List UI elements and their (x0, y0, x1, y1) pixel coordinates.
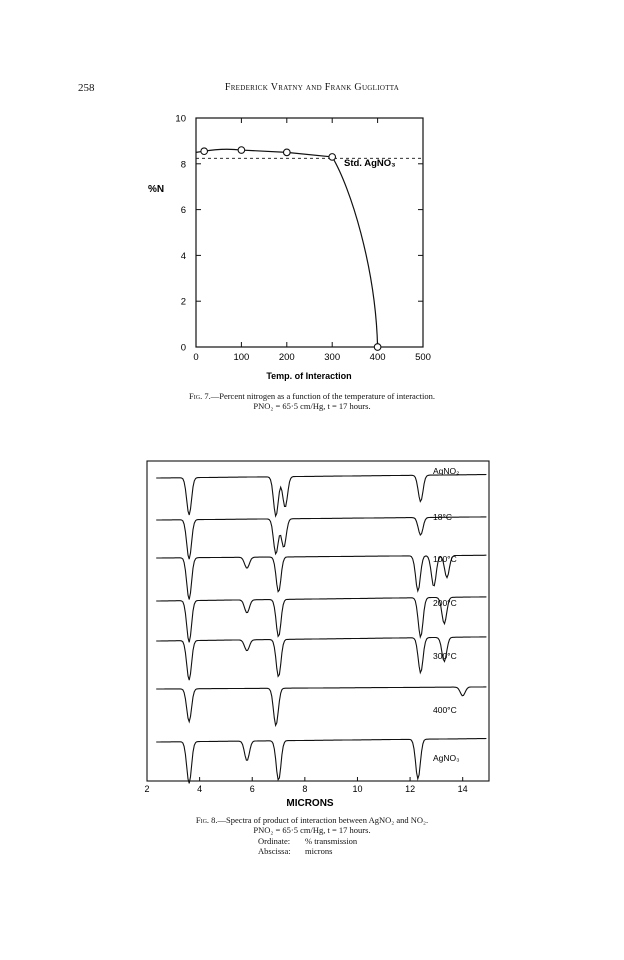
figure-8-frame (147, 461, 489, 781)
figure-8-abscissa-value: microns (305, 846, 333, 856)
figure-8-caption-text: —Spectra of product of interaction between AgNO₂ and NO₂. (217, 815, 429, 825)
figure-7-x-tick-label: 200 (278, 352, 295, 363)
figure-8-series-label: AgNO₃ (433, 753, 460, 763)
figure-7-y-tick-label: 6 (180, 205, 186, 217)
figure-7-y-tick-label: 2 (180, 296, 186, 308)
figure-7-caption-line2: PNO₂ = 65·5 cm/Hg, t = 17 hours. (253, 401, 371, 411)
figure-8-x-tick-label: 8 (302, 784, 308, 794)
figure-8-x-tick-label: 2 (144, 784, 150, 794)
figure-8-caption-line2: PNO₂ = 65·5 cm/Hg, t = 17 hours. (253, 825, 371, 835)
figure-8-caption (0, 815, 624, 825)
figure-7-caption-text: —Percent nitrogen as a function of the temperature of interaction. (210, 391, 435, 401)
figure-8-ordinate-value: % transmission (305, 836, 358, 846)
figure-8-ticks (144, 777, 467, 794)
figure-8-spectrum-0 (156, 475, 486, 517)
figure-7-x-tick-label: 400 (369, 352, 386, 363)
figure-8-caption-label: Fig. 8. (195, 815, 218, 825)
figure-8-series-label: 18°C (433, 512, 452, 522)
figure-8-abscissa-label: Abscissa: (258, 846, 291, 856)
figure-8-series-label: 200°C (433, 598, 457, 608)
figure-8-series-label: 100°C (433, 554, 457, 564)
figure-7-y-axis-label: %N (148, 184, 165, 195)
figure-7-x-tick-label: 0 (193, 352, 199, 363)
figure-8-x-tick-label: 6 (249, 784, 255, 794)
figure-7-y-tick-label: 0 (180, 342, 186, 354)
figure-8-ordinate-label: Ordinate: (258, 836, 291, 846)
figure-7-annotation: Std. AgNO₃ (344, 158, 396, 169)
figure-7-caption-label: Fig. 7. (189, 391, 211, 401)
figure-7-x-tick-label: 100 (233, 352, 250, 363)
figure-7-x-tick-label: 500 (415, 352, 431, 363)
figure-7-y-tick-label: 4 (180, 250, 186, 262)
figure-8-x-tick-label: 10 (352, 784, 363, 794)
figure-7-y-tick-label: 8 (180, 159, 186, 171)
figure-7-x-axis-label: Temp. of Interaction (266, 371, 352, 381)
figure-8-series-label: 300°C (433, 651, 457, 661)
figure-8-x-axis-label: MICRONS (286, 798, 334, 809)
figure-7-y-tick-label: 10 (175, 113, 186, 125)
figure-8-series-label: AgNO₂ (433, 466, 460, 476)
figure-8-x-tick-label: 12 (405, 784, 416, 794)
figure-8-series-label: 400°C (433, 705, 457, 715)
figure-8-x-tick-label: 4 (197, 784, 203, 794)
figure-7-x-tick-label: 300 (324, 352, 341, 363)
figure-8-spectrum-1 (156, 517, 486, 559)
page-number: 258 (78, 82, 95, 94)
figure-8-plot-border (147, 461, 489, 781)
figure-8-x-tick-label: 14 (457, 784, 468, 794)
running-head: Frederick Vratny and Frank Gugliotta (224, 82, 400, 93)
